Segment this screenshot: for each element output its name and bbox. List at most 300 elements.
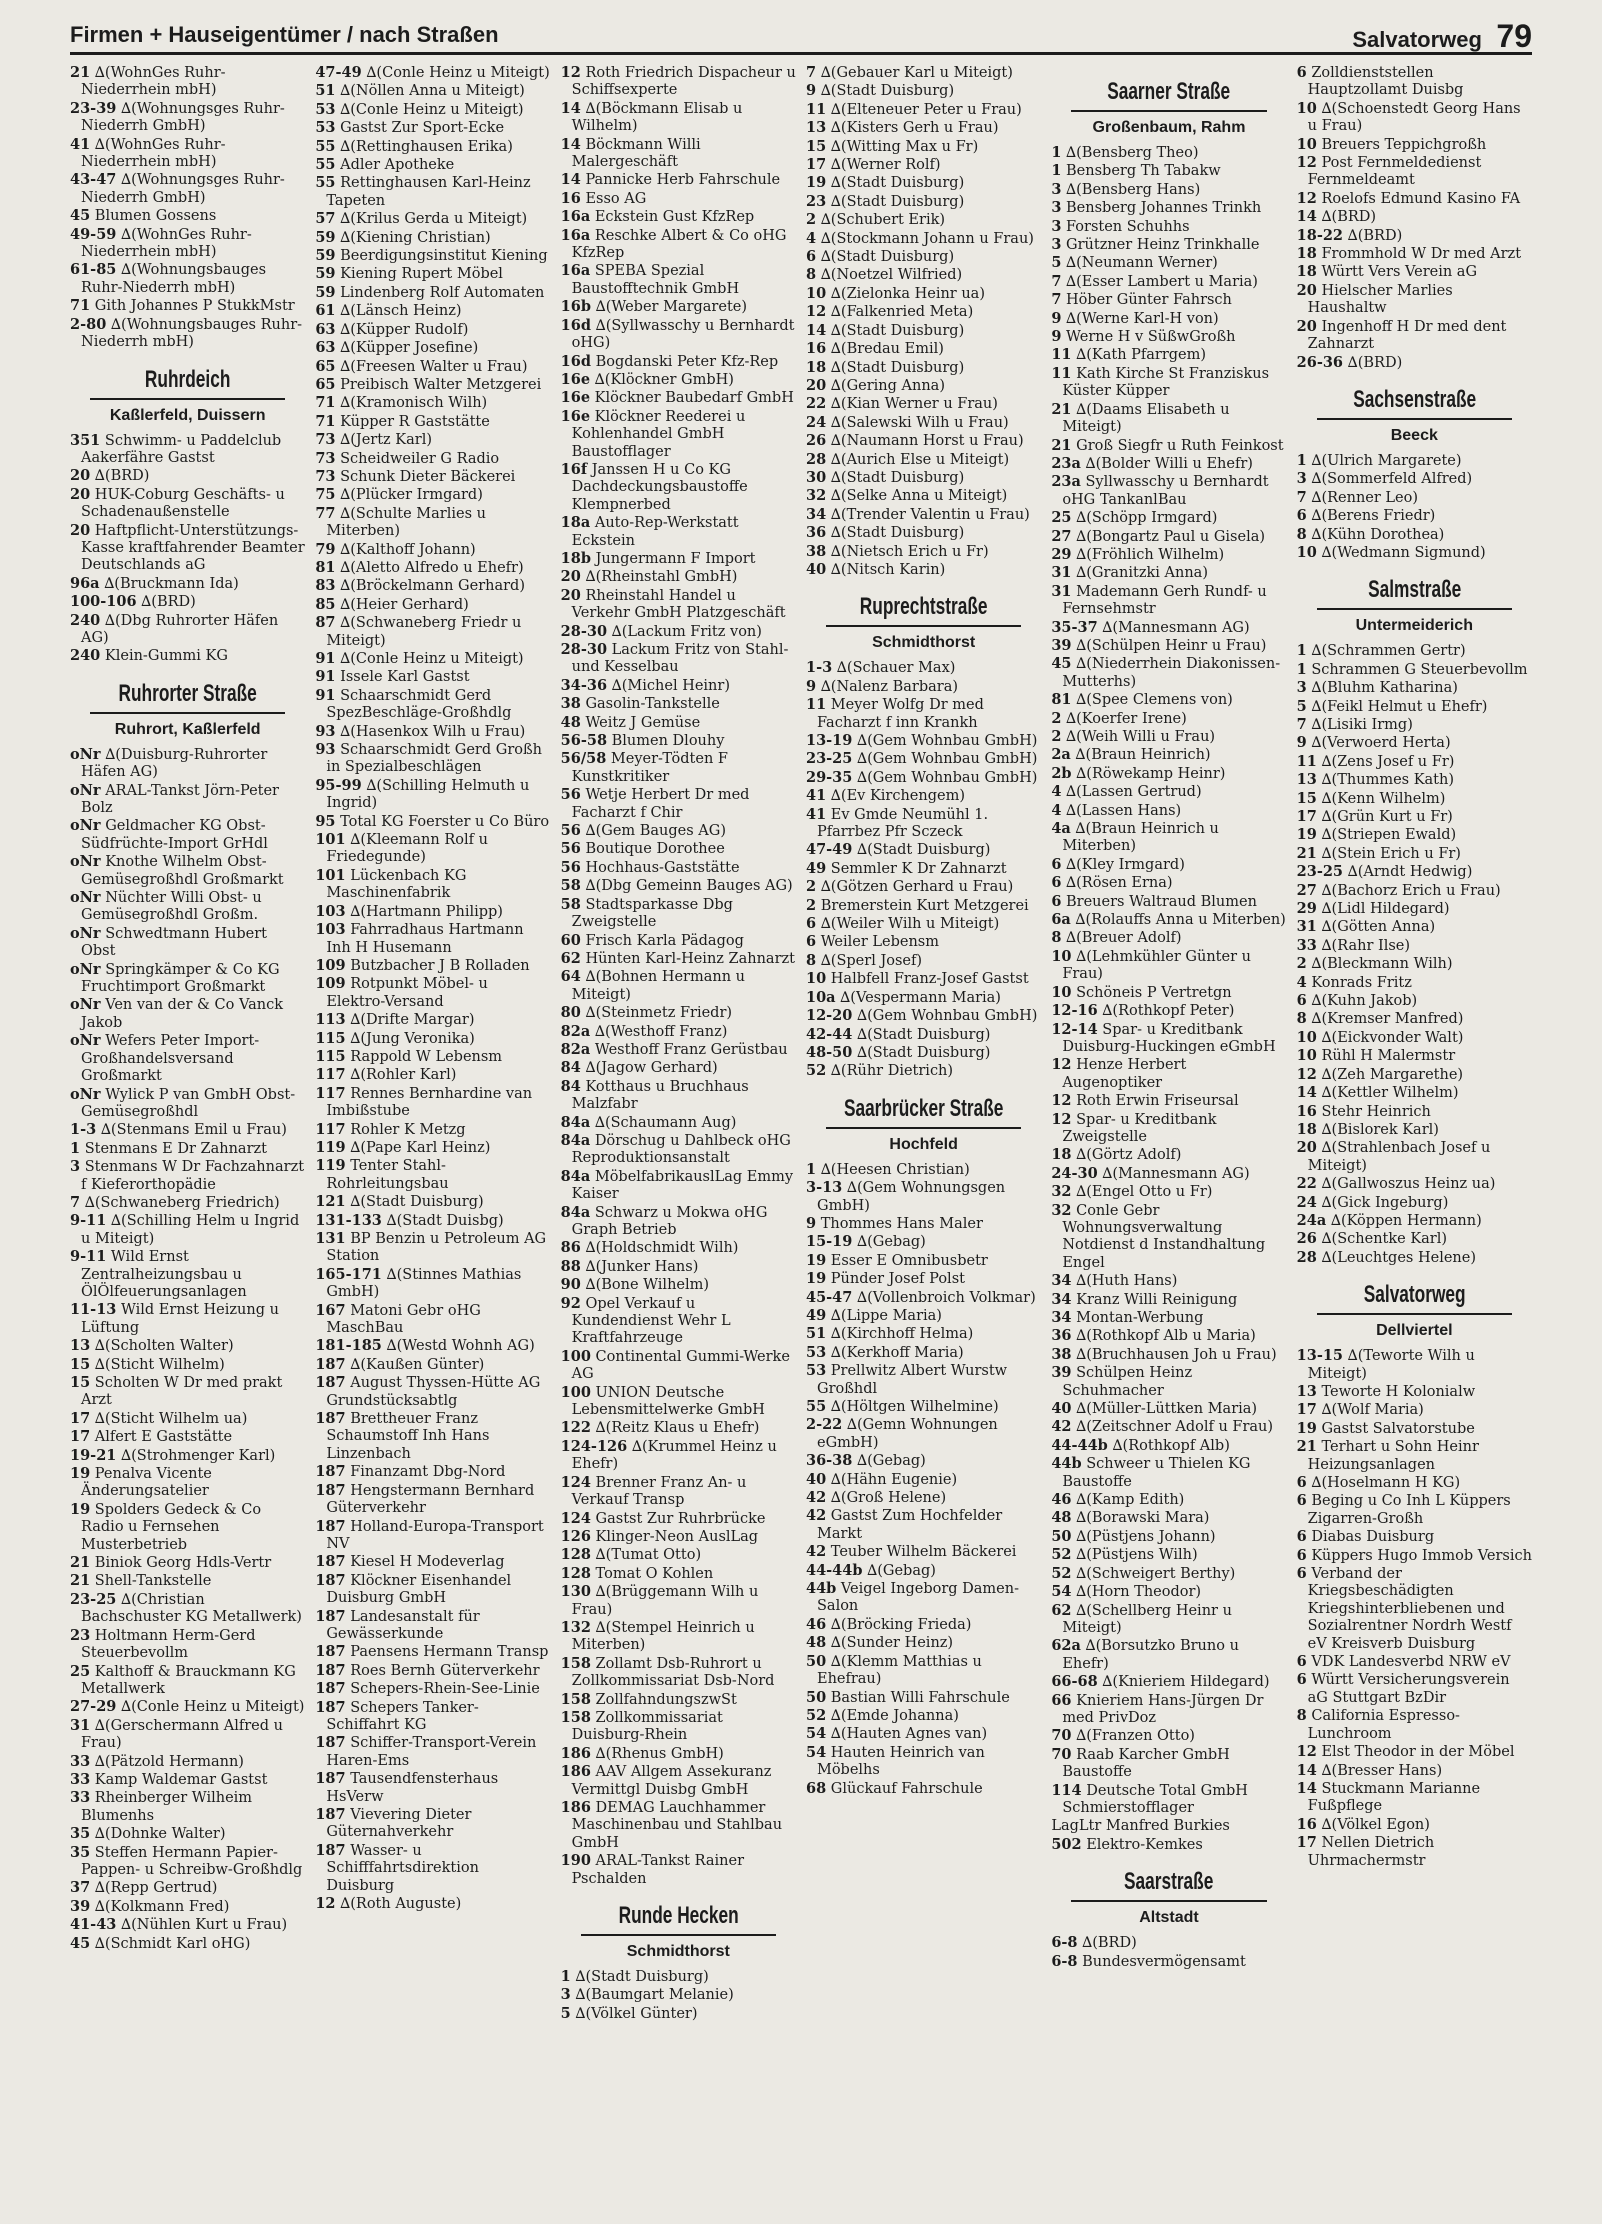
district-name: Kaßlerfeld, Duissern (109, 406, 266, 424)
address-entry (1051, 455, 1286, 473)
entry-text: Ven van der & Co Vanck Jakob (81, 997, 284, 1031)
address-entry (315, 1572, 550, 1608)
address-entry (315, 687, 550, 723)
address-entry (315, 596, 550, 614)
address-entry (315, 1895, 550, 1913)
house-number: 84a (560, 1131, 591, 1149)
entry-text: ∆(Gerschermann Alfred u Frau) (81, 1717, 283, 1752)
entry-text: ∆(Krilus Gerda u Miteigt) (340, 211, 528, 228)
entry-text: ∆(Stinnes Mathias GmbH) (326, 1266, 522, 1301)
house-number: 3 (1051, 180, 1062, 198)
entry-text: ∆(Völkel Egon) (1321, 1816, 1430, 1833)
entry-text: Conle Gebr Wohnungsverwaltung Notdienst d Instandhaltung Engel (1062, 1202, 1266, 1271)
entry-text: ∆(Stadt Duisburg) (820, 249, 955, 266)
house-number: 56 (560, 840, 581, 858)
address-entry (806, 487, 1041, 505)
entry-text: ∆(Werne Karl-H von) (1066, 310, 1219, 327)
house-number: 79 (315, 540, 336, 558)
entry-text: Springkämper & Co KG Fruchtimport Großmarkt (81, 961, 280, 996)
address-entry (315, 229, 550, 247)
address-entry (806, 915, 1041, 933)
house-number: 4a (1051, 820, 1071, 838)
address-entry (70, 961, 305, 997)
house-number: 13-15 (1296, 1347, 1344, 1365)
house-number: 1 (70, 1139, 81, 1157)
entry-text: Rühl H Malermstr (1321, 1048, 1456, 1065)
entry-text: ∆(Lassen Hans) (1066, 802, 1182, 819)
entry-text: ∆(Ev Kirchengem) (830, 788, 965, 805)
entry-text: Kotthaus u Bruchhaus Malzfabr (571, 1078, 749, 1113)
house-number: 55 (315, 156, 336, 174)
house-number: 100-106 (70, 593, 137, 611)
entry-text: Elst Theodor in der Möbel (1321, 1744, 1515, 1761)
entry-text: Janssen H u Co KG Dachdeckungsbaustoffe Klempnerbed (571, 461, 748, 513)
street-name: Ruprechtstraße (859, 593, 988, 621)
entry-text: ∆(Sunder Heinz) (830, 1635, 954, 1652)
entry-text: Halbfell Franz-Josef Gastst (830, 971, 1029, 988)
house-number: 187 (315, 1553, 346, 1571)
house-number: 187 (315, 1841, 346, 1859)
entry-text: ∆(Gem Wohnbau GmbH) (856, 769, 1038, 786)
house-number: 9 (805, 82, 817, 100)
house-number: 27-29 (70, 1698, 117, 1716)
house-number: 20 (560, 568, 581, 586)
address-entry (315, 376, 550, 394)
entry-text: ∆(BRD) (1347, 354, 1403, 371)
address-entry (561, 1114, 796, 1132)
entry-text: ∆(Jung Veronika) (350, 1030, 475, 1047)
address-entry (806, 1634, 1041, 1652)
entry-text: Kranz Willi Reinigung (1076, 1291, 1238, 1308)
entry-text: ∆(Höltgen Wilhelmine) (830, 1399, 999, 1415)
entry-text: ∆(Schweigert Berthy) (1076, 1565, 1236, 1582)
street-heading (561, 1902, 796, 1962)
address-entry (70, 1663, 305, 1699)
house-number: 181-185 (315, 1337, 382, 1355)
address-entry (1051, 1202, 1286, 1273)
entry-text: ∆(Spee Clemens von) (1076, 692, 1233, 709)
address-entry (806, 1689, 1041, 1707)
entry-text: ∆(Horn Theodor) (1076, 1584, 1202, 1601)
address-entry (70, 1194, 305, 1212)
address-entry (70, 1032, 305, 1085)
entry-text: Bensberg Johannes Trinkh (1066, 200, 1262, 217)
address-entry (561, 1763, 796, 1799)
address-entry (806, 193, 1041, 211)
house-number: 62a (1051, 1637, 1081, 1655)
house-number: 63 (315, 320, 336, 338)
address-entry (561, 461, 796, 514)
address-entry (70, 1898, 305, 1916)
address-entry (1297, 1084, 1532, 1102)
address-entry (315, 1553, 550, 1571)
entry-text: ∆(Nitsch Karin) (830, 561, 946, 578)
entry-text: ∆(Kerkhoff Maria) (830, 1344, 964, 1361)
house-number: 187 (315, 1643, 346, 1661)
entry-text: Kath Kirche St Franziskus Küster Küpper (1062, 365, 1270, 400)
entry-text: ∆(Mannesmann AG) (1102, 1165, 1250, 1182)
entry-text: Auto-Rep-Werkstatt Eckstein (571, 515, 739, 549)
house-number: 32 (805, 487, 827, 505)
entry-text: ∆(Aletto Alfredo u Ehefr) (340, 559, 524, 576)
address-entry (315, 1643, 550, 1661)
entry-text: Blumen Gossens (94, 208, 217, 225)
entry-text: Wasser- u Schifffahrtsdirektion Duisburg (326, 1842, 479, 1894)
address-entry (315, 431, 550, 449)
entry-text: ∆(Feikl Helmut u Ehefr) (1311, 698, 1488, 715)
entry-text: ∆(WohnGes Ruhr-Niederrhein mbH) (81, 226, 252, 261)
entry-text: ∆(Elteneuer Peter u Frau) (830, 101, 1022, 118)
house-number: 19 (805, 1270, 827, 1288)
address-entry (806, 1580, 1041, 1616)
entry-text: ∆(Gick Ingeburg) (1321, 1194, 1449, 1211)
address-entry (1051, 765, 1286, 783)
entry-text: ∆(Dohnke Walter) (94, 1826, 226, 1843)
entry-text: Lackum Fritz von Stahl- und Kesselbau (571, 642, 789, 676)
house-number: 59 (315, 283, 336, 301)
address-entry (1297, 900, 1532, 918)
entry-text: ∆(BRD) (1347, 227, 1403, 244)
entry-text: Syllwasschy u Bernhardt oHG TankanlBau (1062, 474, 1269, 508)
address-entry (561, 1438, 796, 1474)
house-number: 187 (315, 1517, 346, 1535)
house-number: 70 (1051, 1727, 1072, 1745)
entry-text: ∆(Berens Friedr) (1311, 508, 1436, 525)
address-entry (1297, 190, 1532, 208)
house-number: 55 (315, 137, 336, 155)
house-number: 10 (1296, 1047, 1317, 1065)
address-entry (561, 1709, 796, 1745)
entry-text: ∆(Borsutzko Bruno u Ehefr) (1062, 1638, 1239, 1672)
entry-text: Biniok Georg Hdls-Vertr (94, 1555, 272, 1572)
address-entry (1297, 1816, 1532, 1834)
house-number: 124-126 (560, 1437, 628, 1455)
address-entry (315, 1302, 550, 1338)
address-entry (1051, 1673, 1286, 1691)
house-number: oNr (70, 960, 101, 978)
entry-text: Spar- u Kreditbank Zweigstelle (1062, 1111, 1217, 1145)
house-number: 8 (805, 951, 817, 969)
address-entry (1051, 893, 1286, 911)
address-entry (1051, 1746, 1286, 1782)
house-number: oNr (70, 996, 101, 1014)
entry-text: Schepers-Rhein-See-Linie (350, 1681, 540, 1698)
address-entry (806, 659, 1041, 677)
house-number: 12 (1296, 154, 1317, 172)
address-entry (70, 782, 305, 818)
entry-text: Scholten W Dr med prakt Arzt (81, 1375, 283, 1409)
entry-text: Werne H v SüßwGroßh (1066, 329, 1236, 346)
house-number: 10 (1296, 99, 1317, 117)
address-entry (315, 450, 550, 468)
address-entry (315, 1374, 550, 1410)
house-number: 40 (1051, 1400, 1072, 1418)
house-number: 32 (1051, 1201, 1072, 1219)
address-entry (561, 1168, 796, 1204)
house-number: 44-44b (1051, 1436, 1108, 1454)
entry-text: Boutique Dorothee (585, 841, 725, 858)
house-number: 9 (1051, 309, 1062, 327)
address-entry (315, 1699, 550, 1735)
house-number: 28-30 (560, 641, 608, 658)
entry-text: ∆(Arndt Hedwig) (1347, 864, 1473, 881)
entry-text: August Thyssen-Hütte AG Grundstücksabtlg (326, 1375, 541, 1409)
street-divider (1317, 418, 1512, 420)
entry-text: ∆(Vespermann Maria) (840, 989, 1001, 1006)
house-number: 16e (560, 389, 591, 407)
address-entry (806, 1233, 1041, 1251)
address-entry (315, 831, 550, 867)
house-number: 85 (315, 595, 336, 613)
entry-text: Teuber Wilhelm Bäckerei (830, 1544, 1017, 1561)
house-number: 1 (805, 1160, 817, 1178)
house-number: 63 (315, 339, 336, 357)
house-number: 115 (315, 1029, 346, 1047)
address-entry (1297, 1194, 1532, 1212)
house-number: 16e (560, 370, 591, 388)
house-number: 64 (560, 968, 581, 986)
house-number: 1-3 (805, 659, 833, 677)
house-number: 18-22 (1296, 226, 1344, 244)
house-number: 6 (1296, 64, 1307, 81)
entry-text: ∆(Kalthoff Johann) (340, 541, 476, 558)
house-number: 49 (805, 859, 827, 877)
address-entry (1297, 1249, 1532, 1267)
entry-text: Pünder Josef Polst (830, 1271, 965, 1288)
house-number: 14 (560, 171, 581, 189)
house-number: 51 (315, 82, 336, 100)
address-entry (70, 100, 305, 136)
entry-text: Bastian Willi Fahrschule (830, 1689, 1010, 1706)
entry-text: Lückenbach KG Maschinenfabrik (326, 867, 467, 902)
address-entry (561, 1295, 796, 1348)
house-number: 186 (560, 1763, 591, 1781)
entry-text: DEMAG Lauchhammer Maschinenbau und Stahlbau GmbH (571, 1800, 783, 1851)
house-number: 11 (1051, 346, 1072, 364)
entry-text: Kalthoff & Brauckmann KG Metallwerk (81, 1663, 296, 1697)
address-entry (806, 1507, 1041, 1543)
entry-text: Deutsche Total GmbH Schmierstofflager (1062, 1782, 1248, 1816)
house-number: 18 (1296, 1120, 1317, 1138)
entry-text: ∆(Pätzold Hermann) (94, 1753, 244, 1770)
address-entry (1051, 1637, 1286, 1673)
house-number: 52 (805, 1062, 827, 1080)
house-number: 1-3 (70, 1121, 97, 1139)
entry-text: ∆(Braun Heinrich) (1075, 747, 1211, 764)
entry-text: ∆(Schöpp Irmgard) (1076, 510, 1218, 527)
street-heading (1297, 1281, 1532, 1341)
address-entry (1051, 144, 1286, 162)
page-number: 79 (1496, 18, 1532, 54)
address-entry (1051, 291, 1286, 309)
address-entry (1051, 564, 1286, 582)
entry-text: ∆(Niederrhein Diakonissen-Mutterhs) (1062, 656, 1281, 690)
house-number: 124 (560, 1509, 591, 1527)
address-entry (806, 1044, 1041, 1062)
address-entry (561, 1204, 796, 1240)
address-entry (1297, 1029, 1532, 1047)
address-entry (561, 822, 796, 840)
address-entry (561, 353, 796, 371)
entry-text: Elektro-Kemkes (1086, 1836, 1203, 1853)
entry-text: Stehr Heinrich (1321, 1103, 1431, 1120)
address-entry (1297, 1565, 1532, 1653)
entry-text: ∆(Syllwasschy u Bernhardt oHG) (571, 317, 795, 352)
entry-text: ∆(Schmidt Karl oHG) (94, 1935, 251, 1952)
entry-text: ∆(Hauten Agnes van) (830, 1726, 988, 1743)
address-entry (806, 732, 1041, 750)
house-number: 31 (1051, 564, 1072, 582)
house-number: 187 (315, 1680, 346, 1698)
entry-text: Klöckner Baubedarf GmbH (594, 390, 794, 407)
house-number: 12 (805, 303, 827, 321)
address-entry (70, 817, 305, 853)
address-entry (315, 813, 550, 831)
house-number: 56 (560, 822, 581, 840)
address-entry (315, 1662, 550, 1680)
house-number: 84 (560, 1059, 581, 1077)
house-number: 6 (805, 248, 817, 266)
house-number: 33 (70, 1789, 91, 1807)
entry-text: Schwarz u Mokwa oHG Graph Betrieb (571, 1204, 768, 1238)
house-number: 12-16 (1051, 1002, 1098, 1020)
house-number: 84a (560, 1203, 591, 1221)
street-name: Ruhrorter Straße (118, 679, 257, 707)
address-entry (1297, 1230, 1532, 1248)
address-entry (806, 878, 1041, 896)
entry-text: Terhart u Sohn Heinr Heizungsanlagen (1307, 1439, 1479, 1473)
house-number: 7 (1296, 715, 1307, 733)
entry-text: Kamp Waldemar Gastst (94, 1771, 268, 1788)
entry-text: Brettheuer Franz Schaumstoff Inh Hans Linzenbach (326, 1411, 490, 1462)
house-number: 54 (805, 1725, 827, 1743)
address-entry (806, 1270, 1041, 1288)
house-number: 17 (1296, 1401, 1317, 1419)
address-entry (561, 64, 796, 100)
address-entry (70, 486, 305, 522)
house-number: 16b (560, 298, 591, 316)
address-entry (315, 1030, 550, 1048)
house-number: 56-58 (560, 732, 608, 750)
address-entry (1051, 1092, 1286, 1110)
entry-text: ∆(Kamp Edith) (1076, 1492, 1185, 1509)
entry-text: Gith Johannes P StukkMstr (94, 298, 295, 315)
entry-text: ∆(Grün Kurt u Fr) (1321, 809, 1453, 825)
address-entry (561, 1565, 796, 1583)
address-entry (70, 136, 305, 172)
address-entry (561, 408, 796, 461)
entry-text: Schiffer-Transport-Verein Haren-Ems (326, 1735, 537, 1769)
house-number: 12 (1051, 1056, 1072, 1074)
entry-text: ∆(Nalenz Barbara) (820, 678, 958, 695)
address-entry (1051, 1437, 1286, 1455)
house-number: 4 (805, 229, 817, 247)
address-entry (1051, 1528, 1286, 1546)
street-heading (70, 366, 305, 426)
entry-text: Klöckner Reederei u Kohlenhandel GmbH Baustofflager (571, 408, 746, 460)
address-entry (1297, 1492, 1532, 1528)
address-entry (1051, 619, 1286, 637)
street-heading (1297, 576, 1532, 636)
house-number: 15 (805, 137, 827, 155)
entry-text: ∆(Länsch Heinz) (340, 303, 462, 320)
address-entry (561, 1619, 796, 1655)
address-entry (1297, 1383, 1532, 1401)
house-number: 17 (70, 1428, 91, 1446)
house-number: 10 (805, 284, 827, 302)
street-divider (1071, 1900, 1266, 1902)
address-entry (1051, 1291, 1286, 1309)
entry-text: ∆(Kenn Wilhelm) (1321, 790, 1446, 807)
address-entry (70, 996, 305, 1032)
directory-column (1297, 64, 1532, 2214)
entry-text: ∆(Gem Wohnbau GmbH) (856, 1008, 1038, 1025)
entry-text: ∆(Striepen Ewald) (1321, 827, 1457, 844)
house-number: 18a (560, 514, 591, 532)
address-entry (806, 303, 1041, 321)
house-number: 19 (1296, 826, 1317, 844)
house-number: 27 (1296, 881, 1317, 899)
house-number: 81 (1051, 691, 1072, 709)
address-entry (70, 1627, 305, 1663)
house-number: 100 (560, 1383, 591, 1401)
address-entry (561, 1655, 796, 1691)
address-entry (70, 1212, 305, 1248)
address-entry (1051, 162, 1286, 180)
house-number: 190 (560, 1852, 591, 1870)
house-number: 36 (1051, 1327, 1072, 1345)
house-number: 2 (805, 896, 817, 914)
address-entry (1051, 273, 1286, 291)
house-number: 502 (1051, 1835, 1082, 1853)
address-entry (806, 1362, 1041, 1398)
address-entry (315, 957, 550, 975)
address-entry (561, 262, 796, 298)
house-number: 22 (1296, 1175, 1317, 1193)
house-number: 19-21 (70, 1446, 117, 1464)
entry-text: ∆(Stadt Duisburg) (830, 359, 965, 376)
house-number: 23a (1051, 454, 1081, 472)
entry-text: ∆(Wohnungsbauges Ruhr-Niederrh mbH) (81, 262, 267, 296)
entry-text: ∆(Westd Wohnh AG) (386, 1338, 535, 1355)
entry-text: Eckstein Gust KfzRep (594, 209, 755, 226)
house-number: 71 (315, 394, 336, 412)
address-entry (315, 247, 550, 265)
entry-text: ∆(Püstjens Johann) (1076, 1528, 1216, 1545)
address-entry (806, 1725, 1041, 1743)
entry-text: ∆(Zens Josef u Fr) (1321, 753, 1455, 770)
address-entry (315, 119, 550, 137)
house-number: 5 (560, 2004, 571, 2022)
address-entry (1297, 526, 1532, 544)
entry-text: Rohler K Metzg (350, 1121, 466, 1138)
running-street-name: Salvatorweg (1352, 27, 1482, 52)
entry-text: Tomat O Kohlen (595, 1565, 714, 1582)
address-entry (1297, 208, 1532, 226)
address-entry (70, 1301, 305, 1337)
address-entry (561, 1078, 796, 1114)
street-divider (1071, 110, 1266, 112)
address-entry (806, 1026, 1041, 1044)
address-entry (315, 1356, 550, 1374)
house-number: 187 (315, 1463, 346, 1481)
entry-text: ∆(Rolauffs Anna u Miterben) (1075, 912, 1286, 929)
entry-text: Wild Ernst Zentralheizungsbau u ÖlÖlfeuerungsanlagen (81, 1249, 247, 1300)
address-entry (561, 732, 796, 750)
house-number: 6 (1296, 1546, 1307, 1564)
entry-text: Kiesel H Modeverlag (350, 1554, 505, 1571)
address-entry (315, 1842, 550, 1895)
